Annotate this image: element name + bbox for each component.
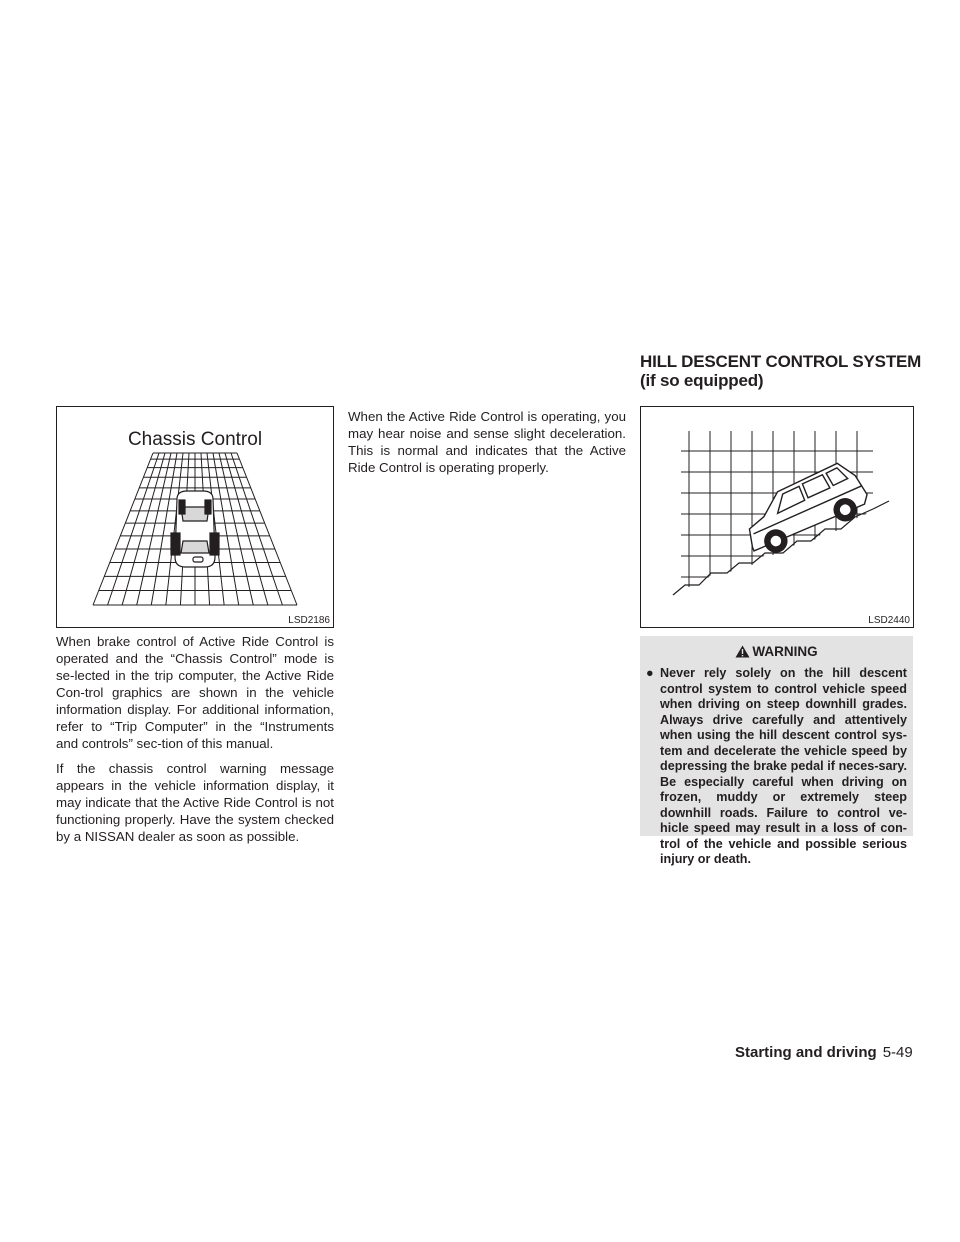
chassis-control-screen-title: Chassis Control — [127, 429, 263, 450]
paragraph: When brake control of Active Ride Control is operated and the “Chassis Control” mode is se-lected in the trip computer, the Active Ride Con-trol graphics are shown in the vehicle information display. For additional information, refer to “Trip Computer” in the “Instruments and controls” sec-tion of this manual. — [56, 634, 334, 751]
warning-item — [646, 666, 907, 868]
page-number: 5-49 — [882, 1044, 913, 1061]
bullet: ● — [646, 666, 654, 680]
paragraph: If the chassis control warning message appears in the vehicle information display, it may indicate that the Active Ride Control is not functioning properly. Have the system checked by a NISSAN dealer as soon as possible. — [56, 761, 334, 844]
chassis-control-illustration — [57, 407, 333, 627]
chapter-name: Starting and driving — [735, 1044, 877, 1061]
warning-box — [640, 636, 913, 866]
section-title: HILL DESCENT CONTROL SYSTEM (if so equipped) — [640, 352, 922, 390]
figure-code: LSD2440 — [868, 615, 910, 626]
page-footer — [735, 1044, 913, 1061]
hill-descent-illustration — [641, 407, 913, 627]
column-left-text — [56, 633, 334, 845]
paragraph: When the Active Ride Control is operating, you may hear noise and sense slight deceleration. This is normal and indicates that the Active Ride Control is operating properly. — [348, 409, 626, 475]
warning-text: Never rely solely on the hill descent control system to control vehicle speed when driving on steep downhill grades. Always drive carefully and attentively when using the hill descent control sys-tem and decelerate the vehicle speed by depressing the brake pedal if neces-sary. Be especially careful when driving on frozen, muddy or extremely steep downhill roads. Failure to control ve-hicle speed may result in a loss of con-trol of the vehicle and possible serious injury or death. — [660, 666, 907, 866]
column-middle-text — [348, 408, 626, 476]
hill-descent-figure — [640, 406, 914, 628]
figure-code: LSD2186 — [288, 615, 330, 626]
car-top-view-icon — [171, 491, 219, 567]
warning-triangle-icon — [735, 645, 750, 658]
warning-heading — [646, 644, 907, 660]
chassis-control-figure — [56, 406, 334, 628]
warning-heading-text: WARNING — [752, 644, 818, 659]
